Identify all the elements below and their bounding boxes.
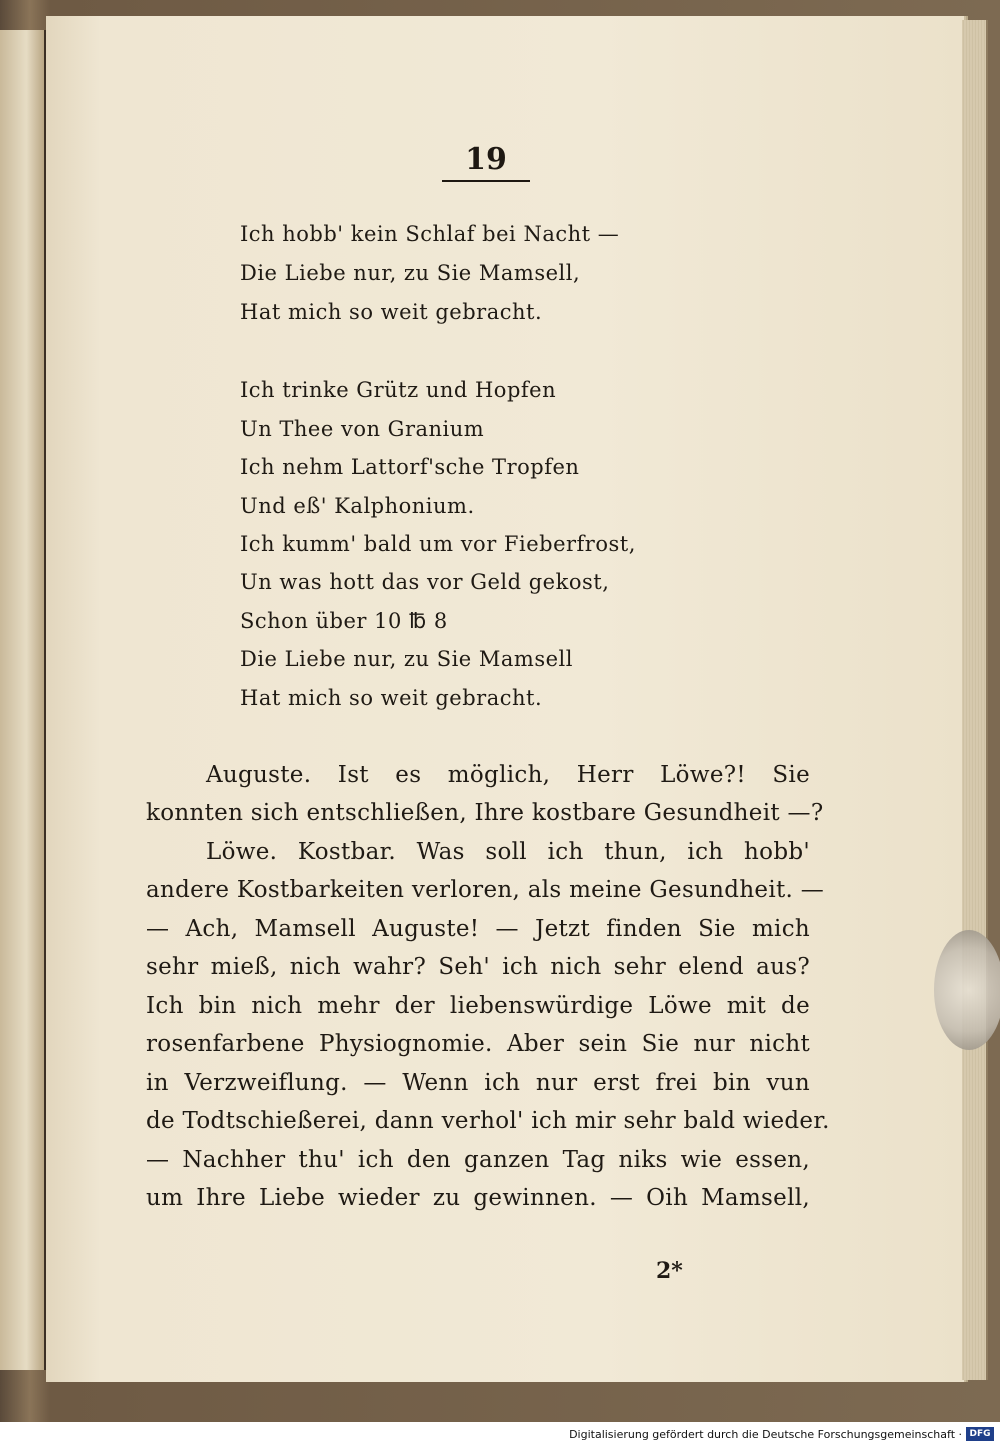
verse-line: Und eß' Kalphonium.: [240, 494, 475, 518]
verse-line: Ich kumm' bald um vor Fieberfrost,: [240, 532, 636, 556]
verse-line: Die Liebe nur, zu Sie Mamsell: [240, 647, 573, 671]
verse-line: Ich trinke Grütz und Hopfen: [240, 378, 557, 402]
printer-signature: 2*: [656, 1258, 683, 1284]
prose-line: sehr mieß, nich wahr? Seh' ich nich sehr elend aus?: [146, 954, 810, 980]
page-number-rule: [442, 180, 530, 182]
verse-line: Un Thee von Granium: [240, 417, 485, 441]
verse-line: Schon über 10 ℔ 8: [240, 609, 448, 633]
dfg-logo-icon: DFG: [966, 1427, 994, 1441]
verse-line: Ich nehm Lattorf'sche Tropfen: [240, 455, 580, 479]
verse-line: Hat mich so weit gebracht.: [240, 300, 543, 324]
prose-line: Auguste. Ist es möglich, Herr Löwe?! Sie: [206, 762, 810, 788]
prose-line: in Verzweiflung. — Wenn ich nur erst frei bin vun: [146, 1070, 810, 1096]
prose-line: rosenfarbene Physiognomie. Aber sein Sie nur nicht: [146, 1031, 810, 1057]
verse-line: Die Liebe nur, zu Sie Mamsell,: [240, 261, 581, 285]
prose-line: andere Kostbarkeiten verloren, als meine Gesundheit. —: [146, 877, 825, 903]
page-stack-edge: [962, 20, 988, 1380]
facing-page-edge: [0, 30, 46, 1370]
prose-line: Ich bin nich mehr der liebenswürdige Löwe mit de: [146, 993, 810, 1019]
verse-line: Un was hott das vor Geld gekost,: [240, 570, 610, 594]
verse-line: Ich hobb' kein Schlaf bei Nacht —: [240, 222, 620, 246]
prose-line: — Nachher thu' ich den ganzen Tag niks wie essen,: [146, 1147, 810, 1173]
page-number: 19: [465, 142, 507, 177]
funding-credit: Digitalisierung gefördert durch die Deutsche Forschungsgemeinschaft ·: [569, 1428, 962, 1441]
page-clip: [934, 930, 1000, 1050]
prose-line: de Todtschießerei, dann verhol' ich mir sehr bald wieder.: [146, 1108, 830, 1134]
prose-line: konnten sich entschließen, Ihre kostbare Gesundheit —?: [146, 800, 824, 826]
verse-line: Hat mich so weit gebracht.: [240, 686, 543, 710]
prose-line: Löwe. Kostbar. Was soll ich thun, ich hobb': [206, 839, 810, 865]
prose-line: — Ach, Mamsell Auguste! — Jetzt finden Sie mich: [146, 916, 810, 942]
prose-line: um Ihre Liebe wieder zu gewinnen. — Oih Mamsell,: [146, 1185, 810, 1211]
